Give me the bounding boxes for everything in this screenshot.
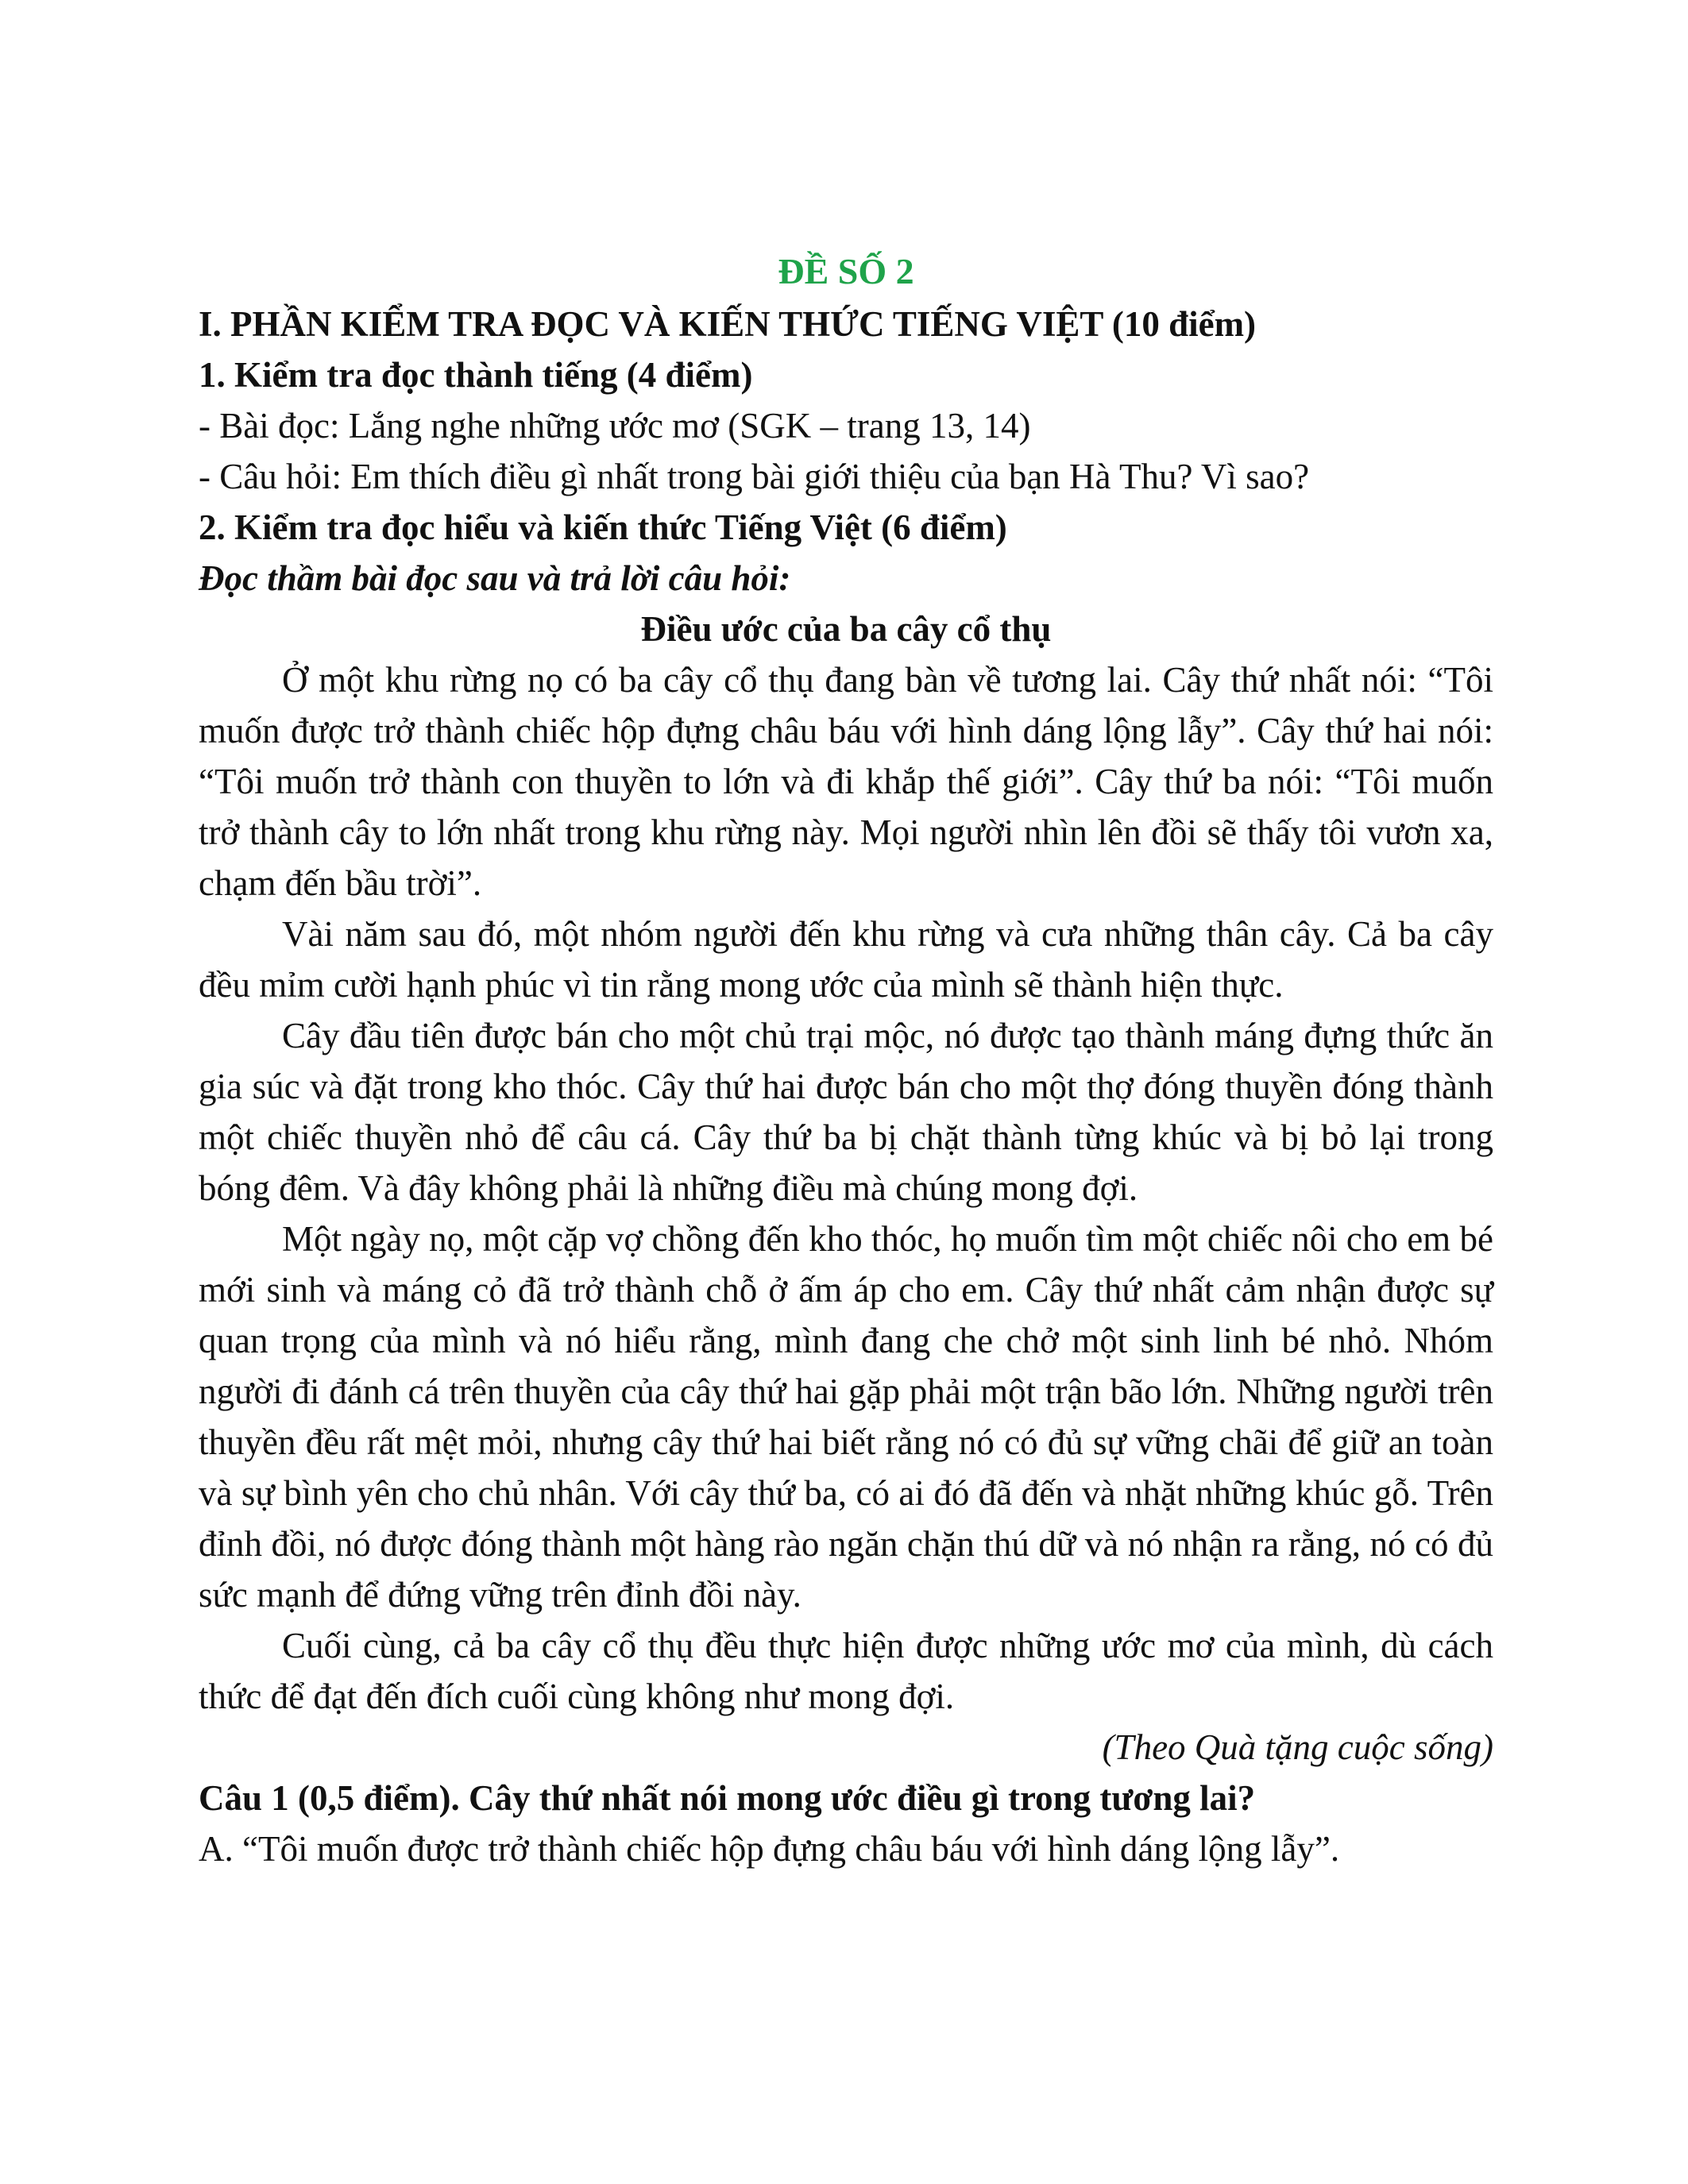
story-paragraph: Cây đầu tiên được bán cho một chủ trại mộc, nó được tạo thành máng đựng thức ăn gia súc và đặt trong kho thóc. Cây thứ hai được bán cho một thợ đóng thuyền đóng thành một chiếc thuyền nhỏ để câu cá. Cây thứ ba bị chặt thành từng khúc và bị bỏ lại trong bóng đêm. Và đây không phải là những điều mà chúng mong đợi. [199, 1016, 1493, 1208]
story-source: (Theo Quà tặng cuộc sống) [1102, 1727, 1493, 1767]
part1-reading: - Bài đọc: Lắng nghe những ước mơ (SGK – trang 13, 14) [199, 406, 1031, 446]
question-1 [199, 1773, 1493, 1823]
story-title: Điều ước của ba cây cổ thụ [640, 609, 1052, 649]
story-paragraph: Cuối cùng, cả ba cây cổ thụ đều thực hiện được những ước mơ của mình, dù cách thức để đạt đến đích cuối cùng không như mong đợi. [199, 1626, 1493, 1716]
question-1-option-a: A. “Tôi muốn được trở thành chiếc hộp đựng châu báu với hình dáng lộng lẫy”. [199, 1829, 1340, 1869]
question-1-label: Câu 1 (0,5 điểm) [199, 1778, 451, 1818]
part1-question: - Câu hỏi: Em thích điều gì nhất trong bài giới thiệu của bạn Hà Thu? Vì sao? [199, 457, 1310, 496]
part2-heading: 2. Kiểm tra đọc hiểu và kiến thức Tiếng Việt (6 điểm) [199, 507, 1007, 547]
question-1-text: . Cây thứ nhất nói mong ước điều gì trong tương lai? [450, 1778, 1256, 1818]
story-paragraph: Vài năm sau đó, một nhóm người đến khu rừng và cưa những thân cây. Cả ba cây đều mỉm cười hạnh phúc vì tin rằng mong ước của mình sẽ thành hiện thực. [199, 914, 1493, 1005]
part2-instruction: Đọc thầm bài đọc sau và trả lời câu hỏi: [199, 558, 791, 598]
exam-page [199, 246, 1493, 1874]
story-paragraph: Ở một khu rừng nọ có ba cây cổ thụ đang bàn về tương lai. Cây thứ nhất nói: “Tôi muốn được trở thành chiếc hộp đựng châu báu với hình dáng lộng lẫy”. Cây thứ hai nói: “Tôi muốn trở thành con thuyền to lớn và đi khắp thế giới”. Cây thứ ba nói: “Tôi muốn trở thành cây to lớn nhất trong khu rừng này. Mọi người nhìn lên đồi sẽ thấy tôi vươn xa, chạm đến bầu trời”. [199, 660, 1493, 903]
section-title: I. PHẦN KIỂM TRA ĐỌC VÀ KIẾN THỨC TIẾNG VIỆT (10 điểm) [199, 304, 1257, 344]
exam-number-title: ĐỀ SỐ 2 [778, 251, 914, 291]
part1-heading: 1. Kiểm tra đọc thành tiếng (4 điểm) [199, 355, 753, 395]
story-paragraph: Một ngày nọ, một cặp vợ chồng đến kho thóc, họ muốn tìm một chiếc nôi cho em bé mới sinh và máng cỏ đã trở thành chỗ ở ấm áp cho em. Cây thứ nhất cảm nhận được sự quan trọng của mình và nó hiểu rằng, mình đang che chở một sinh linh bé nhỏ. Nhóm người đi đánh cá trên thuyền của cây thứ hai gặp phải một trận bão lớn. Những người trên thuyền đều rất mệt mỏi, nhưng cây thứ hai biết rằng nó có đủ sự vững chãi để giữ an toàn và sự bình yên cho chủ nhân. Với cây thứ ba, có ai đó đã đến và nhặt những khúc gỗ. Trên đỉnh đồi, nó được đóng thành một hàng rào ngăn chặn thú dữ và nó nhận ra rằng, nó có đủ sức mạnh để đứng vững trên đỉnh đồi này. [199, 1219, 1493, 1615]
